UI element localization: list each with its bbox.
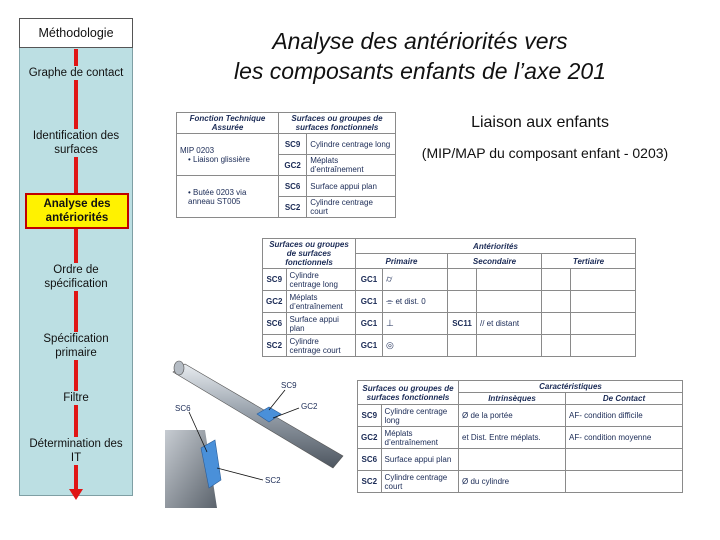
sidebar-step-determination-it[interactable]: Détermination des IT (24, 437, 128, 465)
header-surfaces: Surfaces ou groupes de surfaces fonctionnels (263, 239, 356, 269)
secondaire-text: // et distant (477, 313, 542, 335)
reference-code: GC1 (356, 313, 383, 335)
table-row (263, 269, 636, 291)
subheader-tertiaire: Tertiaire (542, 254, 636, 269)
liaison-title: Liaison aux enfants (471, 114, 609, 131)
primaire-cell (383, 269, 448, 291)
table-row (177, 176, 396, 197)
shaft-drawing (165, 360, 355, 508)
surface-name: Méplats d’entraînement (307, 155, 396, 176)
sidebar-step-ordre-specification[interactable]: Ordre de spécification (24, 263, 128, 291)
surface-name: Surface appui plan (286, 313, 356, 335)
surface-code: SC2 (279, 197, 307, 218)
table-row (358, 405, 683, 427)
page-title (200, 26, 640, 86)
sidebar-step-analyse-anteriorites[interactable]: Analyse des antériorités (25, 193, 129, 229)
label-sc6: SC6 (175, 404, 191, 413)
intrinseque-value: Ø de la portée (459, 405, 566, 427)
label-sc2: SC2 (265, 476, 281, 485)
tertiaire-ref (542, 335, 571, 357)
table-header-row (263, 239, 636, 254)
header-surfaces: Surfaces ou groupes de surfaces fonctionnels (279, 113, 396, 134)
caracteristiques-table (357, 380, 683, 493)
symmetry-icon: ⌯ (386, 296, 394, 306)
table-row (263, 291, 636, 313)
surface-name: Cylindre centrage court (307, 197, 396, 218)
table-row (177, 134, 396, 155)
primaire-cell (383, 291, 448, 313)
label-gc2: GC2 (301, 402, 318, 411)
contact-value: AF- condition difficile (566, 405, 683, 427)
intrinseque-value: Ø du cylindre (459, 471, 566, 493)
surface-code: GC2 (263, 291, 287, 313)
fonction-cell-butee (177, 176, 279, 218)
contact-value: AF- condition moyenne (566, 427, 683, 449)
subheader-secondaire: Secondaire (448, 254, 542, 269)
header-anteriorites: Antériorités (356, 239, 636, 254)
page-title-line2: les composants enfants de l’axe 201 (233, 58, 607, 84)
fonction-bullet: • Butée 0203 via anneau ST005 (188, 187, 247, 206)
contact-value (566, 449, 683, 471)
surface-name: Cylindre centrage court (286, 335, 356, 357)
table-row (358, 427, 683, 449)
secondaire-ref (448, 335, 477, 357)
page-title-line1: Analyse des antériorités vers (272, 28, 568, 54)
surface-code: SC9 (263, 269, 287, 291)
contact-value (566, 471, 683, 493)
fonction-label: MIP 0203 (180, 145, 215, 155)
shaft-illustration (165, 360, 355, 508)
secondaire-ref: SC11 (448, 313, 477, 335)
surface-name: Surface appui plan (381, 449, 458, 471)
tertiaire-ref (542, 291, 571, 313)
surface-name: Cylindre centrage long (307, 134, 396, 155)
surface-code: GC2 (358, 427, 382, 449)
surface-name: Cylindre centrage court (381, 471, 458, 493)
secondaire-ref (448, 291, 477, 313)
secondaire-ref (448, 269, 477, 291)
surface-code: SC9 (358, 405, 382, 427)
tertiaire-text (571, 269, 636, 291)
fonction-cell-mip (177, 134, 279, 176)
cylindricity-icon: ⌭ (386, 274, 393, 284)
secondaire-text (477, 269, 542, 291)
header-caracteristiques: Caractéristiques (459, 381, 683, 393)
fonction-label: Butée 0203 via anneau ST005 (188, 187, 247, 206)
perpendicularity-icon: ⊥ (386, 318, 394, 328)
reference-code: GC1 (356, 335, 383, 357)
intrinseque-value (459, 449, 566, 471)
liaison-subtitle: (MIP/MAP du composant enfant - 0203) (421, 145, 669, 161)
reference-code: GC1 (356, 269, 383, 291)
sidebar-step-methodologie[interactable]: Méthodologie (19, 18, 133, 48)
methodology-sidebar (19, 18, 133, 496)
secondaire-text (477, 291, 542, 313)
tertiaire-text (571, 291, 636, 313)
fonction-bullet: • Liaison glissière (188, 154, 250, 164)
reference-code: GC1 (356, 291, 383, 313)
flow-arrow-head-icon (69, 489, 83, 500)
sidebar-step-identification-surfaces[interactable]: Identification des surfaces (24, 129, 128, 157)
coaxiality-icon: ◎ (386, 340, 394, 350)
subheader-intrinseques: Intrinsèques (459, 393, 566, 405)
intrinseque-value: et Dist. Entre méplats. (459, 427, 566, 449)
primaire-cell (383, 313, 448, 335)
surface-name: Cylindre centrage long (286, 269, 356, 291)
tertiaire-text (571, 313, 636, 335)
header-surfaces: Surfaces ou groupes de surfaces fonctionnels (358, 381, 459, 405)
table-row (358, 449, 683, 471)
header-fonction: Fonction Technique Assurée (177, 113, 279, 134)
surface-code: SC6 (358, 449, 382, 471)
tertiaire-ref (542, 313, 571, 335)
surface-code: SC6 (263, 313, 287, 335)
surface-code: SC9 (279, 134, 307, 155)
sidebar-step-filtre[interactable]: Filtre (24, 391, 128, 405)
tertiaire-ref (542, 269, 571, 291)
anteriorites-table (262, 238, 636, 357)
subheader-primaire: Primaire (356, 254, 448, 269)
table-row (358, 471, 683, 493)
surface-code: SC2 (358, 471, 382, 493)
surface-code: SC6 (279, 176, 307, 197)
subheader-contact: De Contact (566, 393, 683, 405)
table-row (263, 335, 636, 357)
primaire-text: et dist. 0 (395, 297, 426, 306)
sidebar-step-graphe-contact[interactable]: Graphe de contact (24, 66, 128, 80)
tertiaire-text (571, 335, 636, 357)
surface-name: Méplats d’entraînement (286, 291, 356, 313)
surface-code: GC2 (279, 155, 307, 176)
table-row (263, 313, 636, 335)
surface-code: SC2 (263, 335, 287, 357)
label-sc9: SC9 (281, 381, 297, 390)
table-header-row (358, 381, 683, 393)
surface-name: Surface appui plan (307, 176, 396, 197)
fonction-table (176, 112, 396, 218)
sidebar-step-specification-primaire[interactable]: Spécification primaire (24, 332, 128, 360)
secondaire-text (477, 335, 542, 357)
fonction-label: Liaison glissière (193, 154, 250, 164)
surface-name: Cylindre centrage long (381, 405, 458, 427)
table-header-row (177, 113, 396, 134)
primaire-cell (383, 335, 448, 357)
surface-name: Méplats d’entraînement (381, 427, 458, 449)
